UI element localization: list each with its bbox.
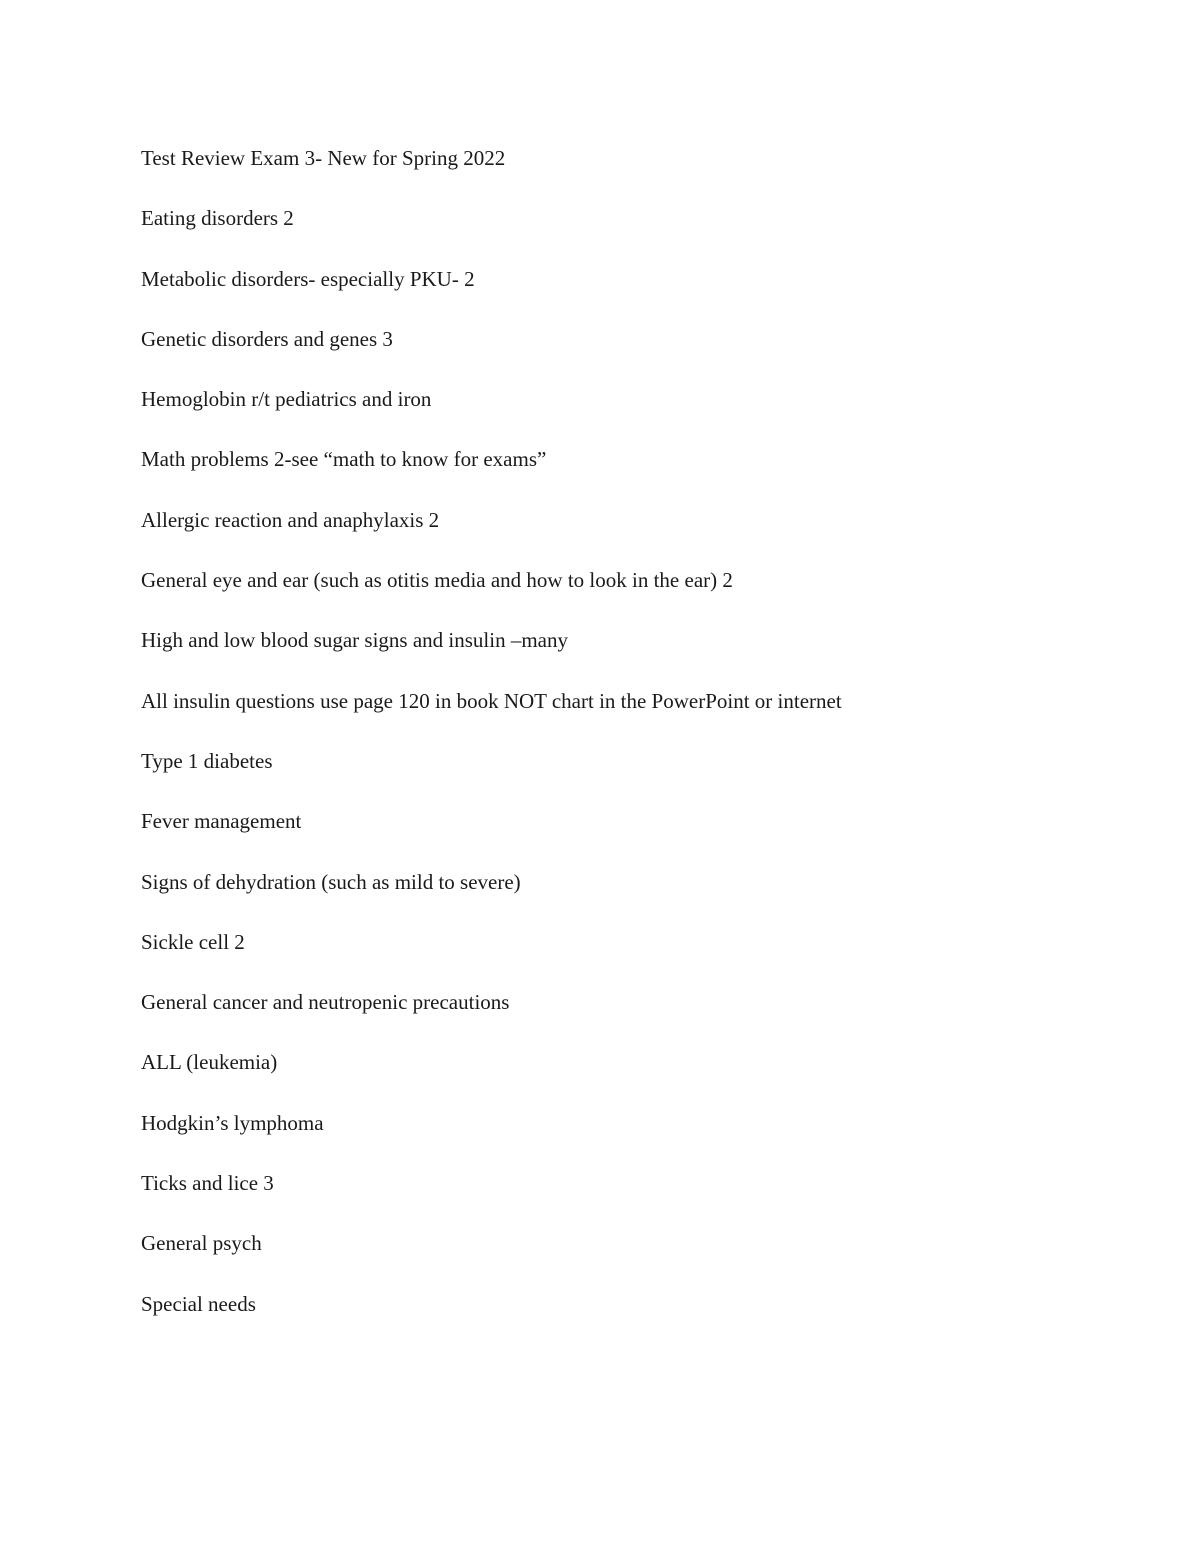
topic-line: All insulin questions use page 120 in book NOT chart in the PowerPoint or internet [141, 688, 842, 713]
topic-line: Signs of dehydration (such as mild to severe) [141, 869, 521, 894]
document-title: Test Review Exam 3- New for Spring 2022 [141, 146, 506, 170]
topic-line: General eye and ear (such as otitis media and how to look in the ear) 2 [141, 568, 733, 593]
topic-line: Eating disorders 2 [141, 206, 294, 231]
document-body [141, 138, 861, 1344]
topic-line: Hemoglobin r/t pediatrics and iron [141, 387, 432, 412]
topic-line: High and low blood sugar signs and insulin –many [141, 628, 568, 653]
topic-line: Type 1 diabetes [141, 748, 273, 773]
topic-line: Sickle cell 2 [141, 929, 245, 954]
topic-line: Allergic reaction and anaphylaxis 2 [141, 507, 440, 532]
topic-line: General psych [141, 1231, 262, 1256]
topic-line: Hodgkin’s lymphoma [141, 1110, 324, 1135]
topic-line: ALL (leukemia) [141, 1050, 278, 1075]
topic-line: Special needs [141, 1291, 256, 1316]
topic-line: Math problems 2-see “math to know for exams” [141, 447, 547, 472]
topic-line: Fever management [141, 809, 302, 834]
topic-line: Ticks and lice 3 [141, 1171, 274, 1196]
topic-line: General cancer and neutropenic precautions [141, 990, 510, 1015]
topic-line: Metabolic disorders- especially PKU- 2 [141, 266, 475, 291]
topic-line: Genetic disorders and genes 3 [141, 326, 393, 351]
